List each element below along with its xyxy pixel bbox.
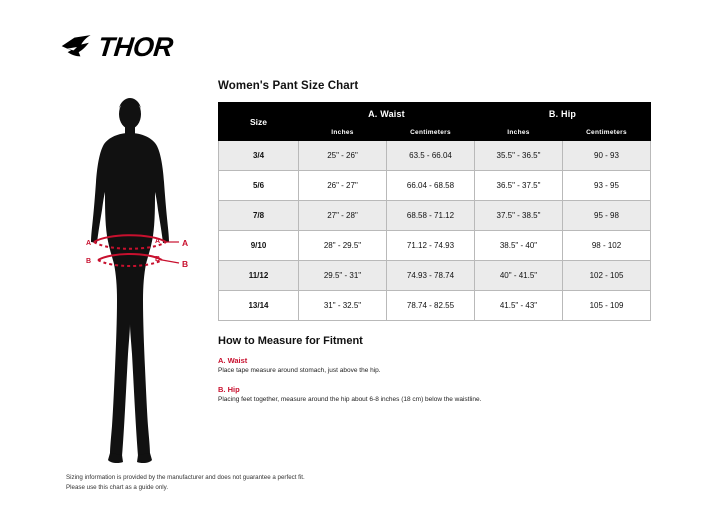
page-title: Women's Pant Size Chart — [218, 80, 359, 92]
cell-hip-cm: 105 - 109 — [563, 291, 651, 321]
thor-helmet-icon — [60, 30, 94, 64]
waist-label-a-left: A — [86, 240, 92, 247]
table-row — [219, 231, 651, 261]
cell-waist-inches: 26" - 27" — [299, 171, 387, 201]
table-row — [219, 261, 651, 291]
waist-label-a: A — [182, 238, 189, 248]
brand-name: THOR — [96, 31, 175, 62]
header-waist: A. Waist — [299, 103, 475, 125]
how-to-item-waist — [218, 356, 650, 376]
how-to-measure-title: How to Measure for Fitment — [218, 335, 363, 347]
footer-line-1: Sizing information is provided by the manufacturer and does not guarantee a perfect fit. — [66, 474, 305, 481]
cell-size: 7/8 — [219, 201, 299, 231]
header-hip-cm: Centimeters — [563, 125, 651, 141]
cell-size: 5/6 — [219, 171, 299, 201]
cell-hip-inches: 35.5" - 36.5" — [475, 141, 563, 171]
how-to-item-label: A. Waist — [218, 356, 248, 365]
cell-size: 13/14 — [219, 291, 299, 321]
cell-waist-inches: 28" - 29.5" — [299, 231, 387, 261]
header-hip-inches: Inches — [475, 125, 563, 141]
cell-hip-inches: 36.5" - 37.5" — [475, 171, 563, 201]
how-to-item-label: B. Hip — [218, 384, 240, 394]
header-waist-inches: Inches — [299, 125, 387, 141]
header-waist-cm: Centimeters — [387, 125, 475, 141]
brand-logo — [60, 30, 173, 64]
cell-waist-cm: 74.93 - 78.74 — [387, 261, 475, 291]
footer-line-2: Please use this chart as a guide only. — [66, 483, 169, 491]
header-size: Size — [219, 103, 299, 141]
cell-waist-inches: 25" - 26" — [299, 141, 387, 171]
cell-hip-cm: 98 - 102 — [563, 231, 651, 261]
cell-waist-cm: 66.04 - 68.58 — [387, 171, 475, 201]
how-to-item-text: Placing feet together, measure around the hip about 6-8 inches (18 cm) below the waistline. — [218, 395, 482, 403]
waist-label-a-right: A — [155, 238, 161, 245]
hip-label-b-left: B — [86, 258, 92, 265]
table-header-groups — [219, 103, 651, 125]
cell-waist-cm: 63.5 - 66.04 — [387, 141, 475, 171]
how-to-item-hip — [218, 385, 650, 405]
hip-label-b: B — [182, 259, 189, 269]
chart-section — [218, 80, 650, 414]
body-diagram — [60, 96, 200, 466]
cell-waist-cm: 71.12 - 74.93 — [387, 231, 475, 261]
cell-waist-inches: 29.5" - 31" — [299, 261, 387, 291]
cell-hip-inches: 37.5" - 38.5" — [475, 201, 563, 231]
cell-waist-cm: 78.74 - 82.55 — [387, 291, 475, 321]
cell-size: 11/12 — [219, 261, 299, 291]
cell-hip-cm: 93 - 95 — [563, 171, 651, 201]
table-row — [219, 171, 651, 201]
cell-hip-cm: 90 - 93 — [563, 141, 651, 171]
cell-hip-inches: 38.5" - 40" — [475, 231, 563, 261]
cell-waist-cm: 68.58 - 71.12 — [387, 201, 475, 231]
cell-size: 9/10 — [219, 231, 299, 261]
cell-waist-inches: 31" - 32.5" — [299, 291, 387, 321]
how-to-item-text: Place tape measure around stomach, just above the hip. — [218, 367, 381, 374]
table-row — [219, 201, 651, 231]
hip-label-b-right: B — [155, 256, 161, 263]
cell-hip-cm: 102 - 105 — [563, 261, 651, 291]
how-to-measure-section — [218, 335, 650, 405]
table-row — [219, 141, 651, 171]
header-hip: B. Hip — [475, 103, 651, 125]
size-chart-table — [218, 102, 651, 321]
cell-hip-inches: 40" - 41.5" — [475, 261, 563, 291]
table-row — [219, 291, 651, 321]
cell-waist-inches: 27" - 28" — [299, 201, 387, 231]
cell-hip-cm: 95 - 98 — [563, 201, 651, 231]
cell-hip-inches: 41.5" - 43" — [475, 291, 563, 321]
footer-disclaimer — [66, 473, 305, 492]
cell-size: 3/4 — [219, 141, 299, 171]
